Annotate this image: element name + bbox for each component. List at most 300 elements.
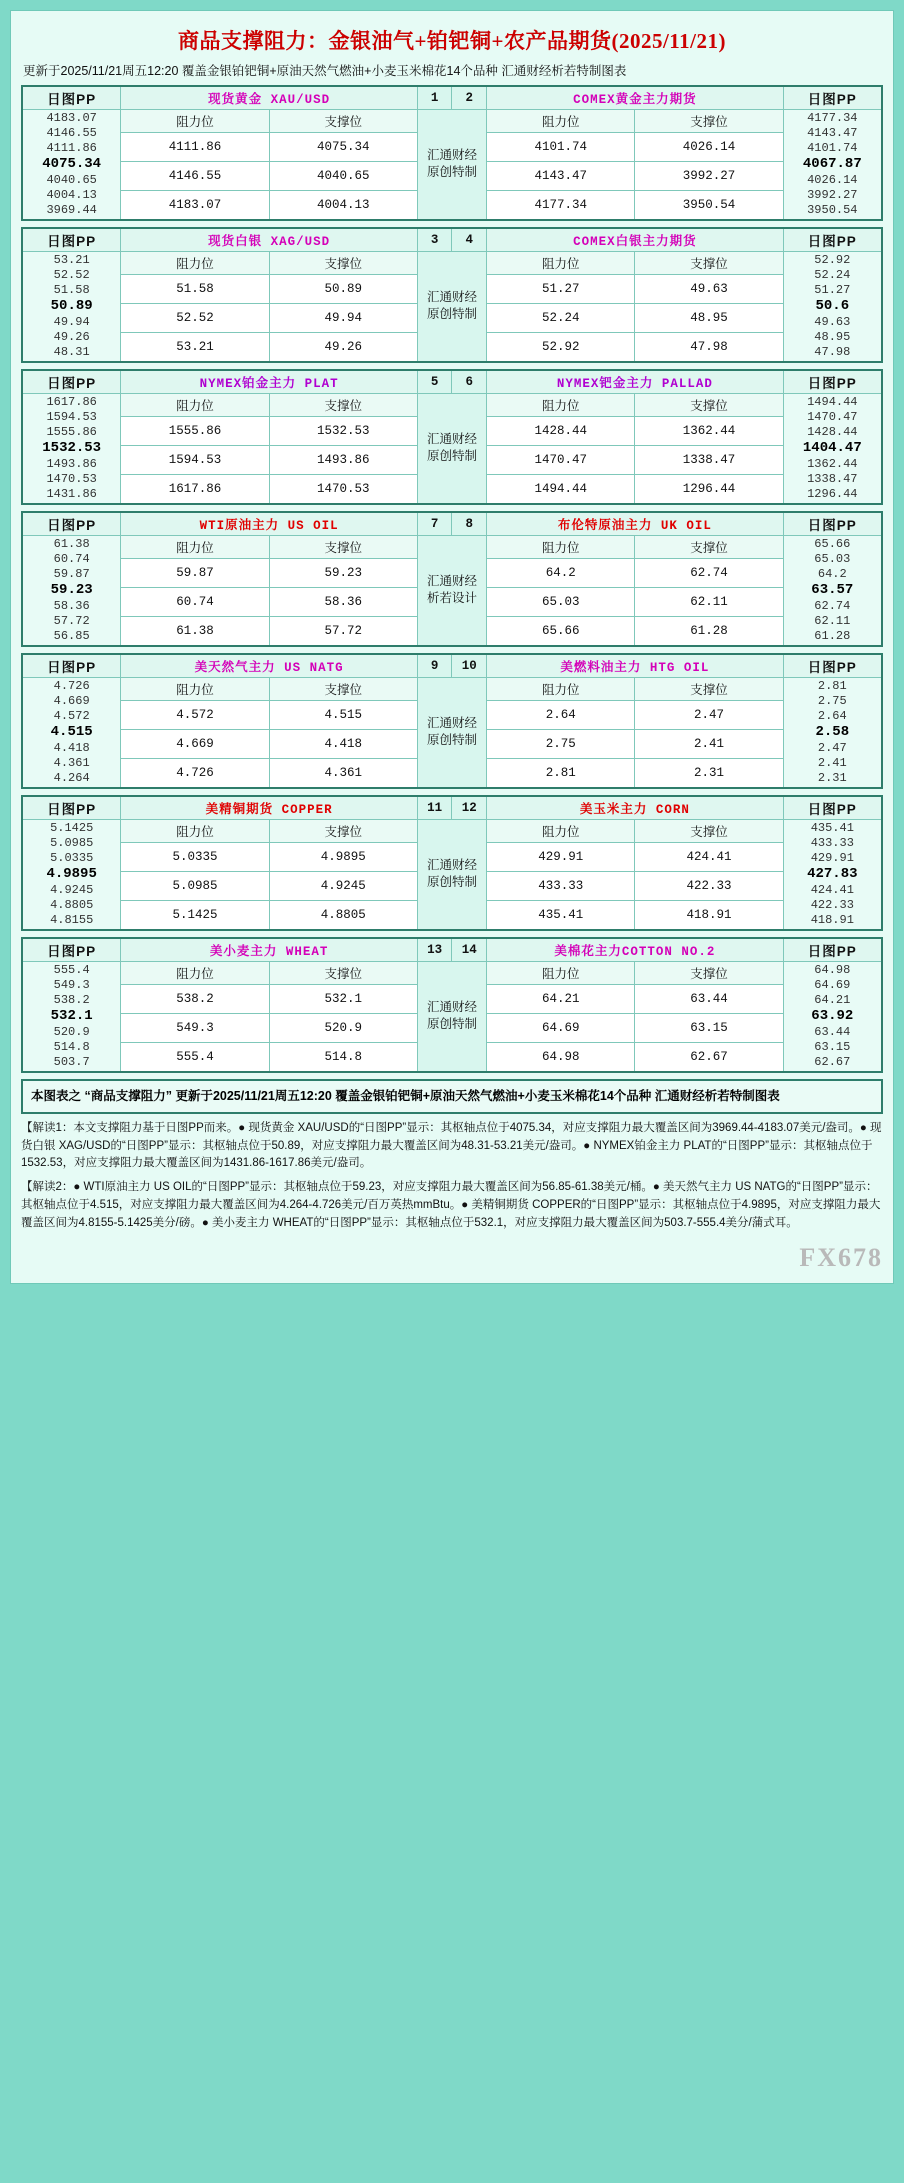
pp-stack-left — [22, 962, 121, 1073]
resistance-value-right: 1428.44 — [487, 417, 635, 446]
pp-stack-left — [22, 536, 121, 647]
pp-stack-right — [783, 678, 882, 789]
resistance-value-right: 429.91 — [487, 843, 635, 872]
instrument-name-right: 布伦特原油主力 UK OIL — [487, 512, 784, 536]
instrument-block — [21, 653, 883, 789]
pp-header-right: 日图PP — [783, 86, 882, 110]
source-watermark — [417, 536, 486, 647]
resistance-value-left: 4.669 — [121, 730, 269, 759]
support-value-left: 4.9895 — [269, 843, 417, 872]
resistance-header-right: 阻力位 — [487, 820, 635, 843]
block-index-left: 1 — [417, 86, 452, 110]
support-header-right: 支撑位 — [635, 820, 783, 843]
pp-header-right: 日图PP — [783, 654, 882, 678]
resistance-header-left: 阻力位 — [121, 252, 269, 275]
pp-value: 49.94 — [53, 315, 90, 330]
pp-value: 514.8 — [53, 1040, 90, 1055]
support-header-left: 支撑位 — [269, 252, 417, 275]
pp-value: 2.75 — [817, 693, 847, 708]
resistance-value-left: 1555.86 — [121, 417, 269, 446]
block-index-right: 6 — [452, 370, 487, 394]
support-value-left: 4004.13 — [269, 191, 417, 221]
instrument-name-left: 美天然气主力 US NATG — [121, 654, 418, 678]
support-value-right: 48.95 — [635, 304, 783, 333]
resistance-header-right: 阻力位 — [487, 678, 635, 701]
pp-value: 433.33 — [810, 835, 854, 850]
support-header-right: 支撑位 — [635, 252, 783, 275]
pp-value: 4.669 — [53, 693, 90, 708]
support-header-right: 支撑位 — [635, 962, 783, 985]
resistance-header-left: 阻力位 — [121, 962, 269, 985]
pp-value: 48.31 — [53, 345, 90, 360]
pp-value: 64.2 — [817, 566, 847, 581]
instrument-block — [21, 937, 883, 1073]
support-value-right: 49.63 — [635, 275, 783, 304]
pp-value: 52.92 — [814, 252, 851, 267]
pp-stack-left — [22, 252, 121, 363]
support-value-right: 62.67 — [635, 1043, 783, 1073]
pp-value: 1362.44 — [807, 457, 858, 472]
pp-value: 61.38 — [53, 536, 90, 551]
resistance-value-left: 52.52 — [121, 304, 269, 333]
pp-value: 418.91 — [810, 913, 854, 928]
pp-value: 65.66 — [814, 536, 851, 551]
pp-value: 61.28 — [814, 629, 851, 644]
pp-value: 4.8155 — [50, 913, 94, 928]
support-value-left: 4075.34 — [269, 133, 417, 162]
pp-value-pivot: 1532.53 — [42, 439, 102, 456]
resistance-value-left: 4146.55 — [121, 162, 269, 191]
pp-header-left: 日图PP — [22, 370, 121, 394]
pp-value: 4101.74 — [807, 140, 858, 155]
block-index-right: 4 — [452, 228, 487, 252]
pp-value-pivot: 4075.34 — [42, 155, 102, 172]
pp-value: 62.11 — [814, 614, 851, 629]
resistance-value-right: 1494.44 — [487, 475, 635, 505]
support-value-right: 4026.14 — [635, 133, 783, 162]
resistance-value-right: 64.21 — [487, 985, 635, 1014]
pp-value: 49.26 — [53, 330, 90, 345]
block-index-right: 12 — [452, 796, 487, 820]
blocks-container — [21, 85, 883, 1073]
page-title: 商品支撑阻力：金银油气+铂钯铜+农产品期货(2025/11/21) — [178, 29, 726, 53]
support-header-left: 支撑位 — [269, 536, 417, 559]
pp-value: 4146.55 — [46, 125, 97, 140]
watermark-line-1: 汇通财经 — [426, 574, 477, 589]
resistance-value-left: 5.1425 — [121, 901, 269, 931]
pp-header-right: 日图PP — [783, 512, 882, 536]
resistance-header-left: 阻力位 — [121, 536, 269, 559]
support-value-right: 1362.44 — [635, 417, 783, 446]
support-header-right: 支撑位 — [635, 110, 783, 133]
pp-value-pivot: 4067.87 — [802, 155, 862, 172]
pp-value: 60.74 — [53, 551, 90, 566]
pp-value: 2.47 — [817, 741, 847, 756]
support-header-left: 支撑位 — [269, 110, 417, 133]
support-value-left: 58.36 — [269, 588, 417, 617]
block-index-left: 7 — [417, 512, 452, 536]
report-sheet — [10, 10, 894, 1284]
pp-value: 4026.14 — [807, 173, 858, 188]
instrument-block — [21, 795, 883, 931]
pp-stack-right — [783, 536, 882, 647]
pp-value: 65.03 — [814, 551, 851, 566]
pp-value-pivot: 427.83 — [807, 865, 858, 882]
instrument-block — [21, 369, 883, 505]
pp-stack-left — [22, 678, 121, 789]
footer-note — [21, 1079, 883, 1114]
pp-stack-right — [783, 394, 882, 505]
pp-value: 4040.65 — [46, 173, 97, 188]
resistance-value-right: 52.92 — [487, 333, 635, 363]
support-value-left: 1470.53 — [269, 475, 417, 505]
support-value-right: 3950.54 — [635, 191, 783, 221]
pp-stack-right — [783, 110, 882, 221]
resistance-value-left: 61.38 — [121, 617, 269, 647]
support-header-left: 支撑位 — [269, 820, 417, 843]
resistance-value-left: 1594.53 — [121, 446, 269, 475]
pp-value: 59.87 — [53, 566, 90, 581]
resistance-header-left: 阻力位 — [121, 820, 269, 843]
source-watermark — [417, 678, 486, 789]
resistance-value-left: 5.0985 — [121, 872, 269, 901]
pp-value: 1470.53 — [46, 472, 97, 487]
pp-value: 47.98 — [814, 345, 851, 360]
pp-value: 424.41 — [810, 883, 854, 898]
pp-value: 51.58 — [53, 282, 90, 297]
resistance-value-right: 2.64 — [487, 701, 635, 730]
pp-header-right: 日图PP — [783, 370, 882, 394]
support-value-right: 418.91 — [635, 901, 783, 931]
instrument-name-right: 美棉花主力COTTON NO.2 — [487, 938, 784, 962]
pp-value: 549.3 — [53, 977, 90, 992]
instrument-name-left: 现货黄金 XAU/USD — [121, 86, 418, 110]
pp-stack-left — [22, 820, 121, 931]
pp-value: 62.67 — [814, 1055, 851, 1070]
source-watermark — [417, 962, 486, 1073]
support-value-right: 422.33 — [635, 872, 783, 901]
pp-header-left: 日图PP — [22, 86, 121, 110]
pp-value: 5.0985 — [50, 835, 94, 850]
pp-value-pivot: 1404.47 — [802, 439, 862, 456]
resistance-header-right: 阻力位 — [487, 252, 635, 275]
resistance-value-right: 435.41 — [487, 901, 635, 931]
pp-value: 520.9 — [53, 1025, 90, 1040]
pp-value: 5.1425 — [50, 820, 94, 835]
resistance-value-right: 4177.34 — [487, 191, 635, 221]
pp-value: 2.64 — [817, 708, 847, 723]
resistance-value-left: 4111.86 — [121, 133, 269, 162]
pp-value: 555.4 — [53, 962, 90, 977]
pp-value: 58.36 — [53, 599, 90, 614]
block-index-right: 8 — [452, 512, 487, 536]
pp-value: 4.264 — [53, 771, 90, 786]
resistance-value-left: 53.21 — [121, 333, 269, 363]
pp-value: 4.572 — [53, 708, 90, 723]
note-1: 【解读1：本文支撑阻力基于日图PP而来。● 现货黄金 XAU/USD的“日图PP”显示：其枢轴点位于4075.34，对应支撑阻力最大覆盖区间为3969.44-4183.07美元/盎司。● 现货白银 XAG/USD的“日图PP”显示：其枢轴点位于50.89，对应支撑阻力最大覆盖区间为48.31-53.21美元/盎司。● NYMEX铂金主力 PLAT的“日图PP”显示：其枢轴点位于1532.53，对应支撑阻力最大覆盖区间为1431.86-1617.86美元/盎司。 — [21, 1121, 882, 1170]
support-value-left: 4.361 — [269, 759, 417, 789]
support-header-right: 支撑位 — [635, 678, 783, 701]
support-value-left: 4.8805 — [269, 901, 417, 931]
support-value-left: 532.1 — [269, 985, 417, 1014]
pp-value: 1470.47 — [807, 409, 858, 424]
pp-header-right: 日图PP — [783, 938, 882, 962]
support-value-right: 2.41 — [635, 730, 783, 759]
watermark-line-2: 原创特制 — [426, 875, 477, 890]
pp-header-left: 日图PP — [22, 228, 121, 252]
pp-value: 538.2 — [53, 992, 90, 1007]
support-value-right: 424.41 — [635, 843, 783, 872]
support-value-left: 4040.65 — [269, 162, 417, 191]
instrument-name-right: 美玉米主力 CORN — [487, 796, 784, 820]
support-value-left: 514.8 — [269, 1043, 417, 1073]
resistance-value-left: 4.726 — [121, 759, 269, 789]
pp-value: 56.85 — [53, 629, 90, 644]
support-value-left: 4.515 — [269, 701, 417, 730]
pp-value: 3992.27 — [807, 188, 858, 203]
pp-value: 422.33 — [810, 898, 854, 913]
pp-value: 3969.44 — [46, 203, 97, 218]
resistance-header-right: 阻力位 — [487, 962, 635, 985]
pp-value-pivot: 50.6 — [815, 297, 850, 314]
source-watermark — [417, 394, 486, 505]
instrument-name-right: 美燃料油主力 HTG OIL — [487, 654, 784, 678]
pp-header-right: 日图PP — [783, 228, 882, 252]
instrument-name-right: COMEX黄金主力期货 — [487, 86, 784, 110]
notes-section — [21, 1120, 883, 1233]
resistance-value-right: 433.33 — [487, 872, 635, 901]
support-value-left: 1532.53 — [269, 417, 417, 446]
footer-text: 本图表之 “商品支撑阻力” 更新于2025/11/21周五12:20 覆盖金银铂钯铜+原油天然气燃油+小麦玉米棉花14个品种 汇通财经析若特制图表 — [31, 1089, 780, 1103]
pp-value: 503.7 — [53, 1055, 90, 1070]
watermark-line-1: 汇通财经 — [426, 148, 477, 163]
pp-value: 4004.13 — [46, 188, 97, 203]
pp-value: 62.74 — [814, 599, 851, 614]
pp-value: 4143.47 — [807, 125, 858, 140]
pp-value: 3950.54 — [807, 203, 858, 218]
pp-value-pivot: 63.57 — [811, 581, 854, 598]
resistance-value-right: 4143.47 — [487, 162, 635, 191]
pp-stack-left — [22, 394, 121, 505]
resistance-value-left: 549.3 — [121, 1014, 269, 1043]
pp-value: 57.72 — [53, 614, 90, 629]
instrument-name-left: 现货白银 XAG/USD — [121, 228, 418, 252]
support-value-left: 50.89 — [269, 275, 417, 304]
block-index-right: 10 — [452, 654, 487, 678]
pp-header-left: 日图PP — [22, 512, 121, 536]
pp-value: 48.95 — [814, 330, 851, 345]
resistance-value-right: 2.81 — [487, 759, 635, 789]
pp-value: 1617.86 — [46, 394, 97, 409]
support-header-left: 支撑位 — [269, 678, 417, 701]
instrument-name-left: 美小麦主力 WHEAT — [121, 938, 418, 962]
watermark-line-1: 汇通财经 — [426, 716, 477, 731]
pp-stack-left — [22, 110, 121, 221]
resistance-value-right: 4101.74 — [487, 133, 635, 162]
support-value-left: 49.26 — [269, 333, 417, 363]
watermark-line-1: 汇通财经 — [426, 1000, 477, 1015]
watermark-line-2: 原创特制 — [426, 165, 477, 180]
pp-value: 52.24 — [814, 267, 851, 282]
pp-value: 4177.34 — [807, 110, 858, 125]
pp-value: 5.0335 — [50, 850, 94, 865]
support-value-left: 59.23 — [269, 559, 417, 588]
support-value-right: 2.31 — [635, 759, 783, 789]
support-value-right: 1296.44 — [635, 475, 783, 505]
brand-watermark: FX678 — [799, 1242, 883, 1272]
resistance-header-right: 阻力位 — [487, 394, 635, 417]
pp-stack-right — [783, 252, 882, 363]
resistance-value-left: 51.58 — [121, 275, 269, 304]
support-value-right: 62.74 — [635, 559, 783, 588]
pp-value: 429.91 — [810, 850, 854, 865]
support-value-right: 63.15 — [635, 1014, 783, 1043]
pp-value: 4.418 — [53, 741, 90, 756]
watermark-line-2: 原创特制 — [426, 1017, 477, 1032]
resistance-value-left: 1617.86 — [121, 475, 269, 505]
pp-value-pivot: 50.89 — [50, 297, 93, 314]
source-watermark — [417, 110, 486, 221]
resistance-value-left: 555.4 — [121, 1043, 269, 1073]
resistance-value-right: 1470.47 — [487, 446, 635, 475]
source-watermark — [417, 252, 486, 363]
pp-header-left: 日图PP — [22, 938, 121, 962]
pp-value: 1296.44 — [807, 487, 858, 502]
pp-value: 1594.53 — [46, 409, 97, 424]
pp-value: 1493.86 — [46, 457, 97, 472]
pp-value: 63.44 — [814, 1025, 851, 1040]
pp-value: 4111.86 — [46, 140, 97, 155]
block-index-left: 5 — [417, 370, 452, 394]
watermark-line-1: 汇通财经 — [426, 432, 477, 447]
support-header-left: 支撑位 — [269, 394, 417, 417]
instrument-name-left: NYMEX铂金主力 PLAT — [121, 370, 418, 394]
source-watermark — [417, 820, 486, 931]
block-index-right: 14 — [452, 938, 487, 962]
note-2: 【解读2：● WTI原油主力 US OIL的“日图PP”显示：其枢轴点位于59.23，对应支撑阻力最大覆盖区间为56.85-61.38美元/桶。● 美天然气主力 US NATG的“日图PP”显示：其枢轴点位于4.515，对应支撑阻力最大覆盖区间为4.264-4.726美元/百万英热mmBtu。● 美精铜期货 COPPER的“日图PP”显示：其枢轴点位于4.9895，对应支撑阻力最大覆盖区间为4.8155-5.1425美分/磅。● 美小麦主力 WHEAT的“日图PP”显示：其枢轴点位于532.1，对应支撑阻力最大覆盖区间为503.7-555.4美分/蒲式耳。 — [21, 1181, 881, 1229]
resistance-value-right: 2.75 — [487, 730, 635, 759]
resistance-value-left: 4.572 — [121, 701, 269, 730]
instrument-name-right: COMEX白银主力期货 — [487, 228, 784, 252]
support-value-left: 57.72 — [269, 617, 417, 647]
pp-value: 4.361 — [53, 756, 90, 771]
resistance-value-right: 65.03 — [487, 588, 635, 617]
pp-value: 64.98 — [814, 962, 851, 977]
support-value-left: 4.418 — [269, 730, 417, 759]
pp-value-pivot: 4.9895 — [46, 865, 97, 882]
resistance-header-left: 阻力位 — [121, 678, 269, 701]
pp-value-pivot: 2.58 — [815, 723, 850, 740]
watermark-line-2: 析若设计 — [426, 591, 477, 606]
instrument-block — [21, 85, 883, 221]
resistance-value-left: 538.2 — [121, 985, 269, 1014]
pp-value: 2.81 — [817, 678, 847, 693]
support-value-right: 63.44 — [635, 985, 783, 1014]
pp-value: 53.21 — [53, 252, 90, 267]
resistance-value-left: 59.87 — [121, 559, 269, 588]
pp-value-pivot: 59.23 — [50, 581, 93, 598]
pp-value: 4183.07 — [46, 110, 97, 125]
support-value-right: 62.11 — [635, 588, 783, 617]
pp-value: 1338.47 — [807, 472, 858, 487]
block-index-left: 3 — [417, 228, 452, 252]
support-header-left: 支撑位 — [269, 962, 417, 985]
resistance-header-left: 阻力位 — [121, 394, 269, 417]
pp-value: 64.21 — [814, 992, 851, 1007]
pp-value: 51.27 — [814, 282, 851, 297]
support-value-right: 1338.47 — [635, 446, 783, 475]
resistance-value-right: 64.2 — [487, 559, 635, 588]
page-subtitle: 更新于2025/11/21周五12:20 覆盖金银铂钯铜+原油天然气燃油+小麦玉米棉花14个品种 汇通财经析若特制图表 — [23, 64, 627, 78]
watermark-line-1: 汇通财经 — [426, 290, 477, 305]
pp-value: 63.15 — [814, 1040, 851, 1055]
resistance-value-left: 4183.07 — [121, 191, 269, 221]
watermark-line-2: 原创特制 — [426, 733, 477, 748]
pp-value: 52.52 — [53, 267, 90, 282]
pp-header-left: 日图PP — [22, 654, 121, 678]
support-header-right: 支撑位 — [635, 394, 783, 417]
resistance-value-right: 65.66 — [487, 617, 635, 647]
block-index-right: 2 — [452, 86, 487, 110]
pp-value-pivot: 532.1 — [50, 1007, 93, 1024]
pp-value: 49.63 — [814, 315, 851, 330]
resistance-header-right: 阻力位 — [487, 110, 635, 133]
resistance-value-left: 5.0335 — [121, 843, 269, 872]
resistance-value-right: 64.69 — [487, 1014, 635, 1043]
pp-value-pivot: 63.92 — [811, 1007, 854, 1024]
resistance-value-right: 64.98 — [487, 1043, 635, 1073]
resistance-header-left: 阻力位 — [121, 110, 269, 133]
support-value-right: 2.47 — [635, 701, 783, 730]
pp-value: 4.8805 — [50, 898, 94, 913]
pp-value: 1428.44 — [807, 424, 858, 439]
support-value-left: 4.9245 — [269, 872, 417, 901]
pp-value: 1494.44 — [807, 394, 858, 409]
resistance-header-right: 阻力位 — [487, 536, 635, 559]
pp-value: 1555.86 — [46, 424, 97, 439]
pp-stack-right — [783, 962, 882, 1073]
pp-value: 2.31 — [817, 771, 847, 786]
pp-value: 64.69 — [814, 977, 851, 992]
support-header-right: 支撑位 — [635, 536, 783, 559]
instrument-name-left: 美精铜期货 COPPER — [121, 796, 418, 820]
pp-header-right: 日图PP — [783, 796, 882, 820]
support-value-right: 47.98 — [635, 333, 783, 363]
instrument-name-right: NYMEX钯金主力 PALLAD — [487, 370, 784, 394]
block-index-left: 11 — [417, 796, 452, 820]
watermark-line-2: 原创特制 — [426, 449, 477, 464]
instrument-block — [21, 511, 883, 647]
pp-value: 1431.86 — [46, 487, 97, 502]
support-value-left: 520.9 — [269, 1014, 417, 1043]
support-value-right: 3992.27 — [635, 162, 783, 191]
pp-stack-right — [783, 820, 882, 931]
instrument-block — [21, 227, 883, 363]
watermark-line-1: 汇通财经 — [426, 858, 477, 873]
resistance-value-right: 52.24 — [487, 304, 635, 333]
pp-value: 4.726 — [53, 678, 90, 693]
support-value-left: 1493.86 — [269, 446, 417, 475]
resistance-value-left: 60.74 — [121, 588, 269, 617]
instrument-name-left: WTI原油主力 US OIL — [121, 512, 418, 536]
pp-value: 2.41 — [817, 756, 847, 771]
pp-value-pivot: 4.515 — [50, 723, 93, 740]
watermark-line-2: 原创特制 — [426, 307, 477, 322]
block-index-left: 13 — [417, 938, 452, 962]
pp-value: 435.41 — [810, 820, 854, 835]
block-index-left: 9 — [417, 654, 452, 678]
resistance-value-right: 51.27 — [487, 275, 635, 304]
